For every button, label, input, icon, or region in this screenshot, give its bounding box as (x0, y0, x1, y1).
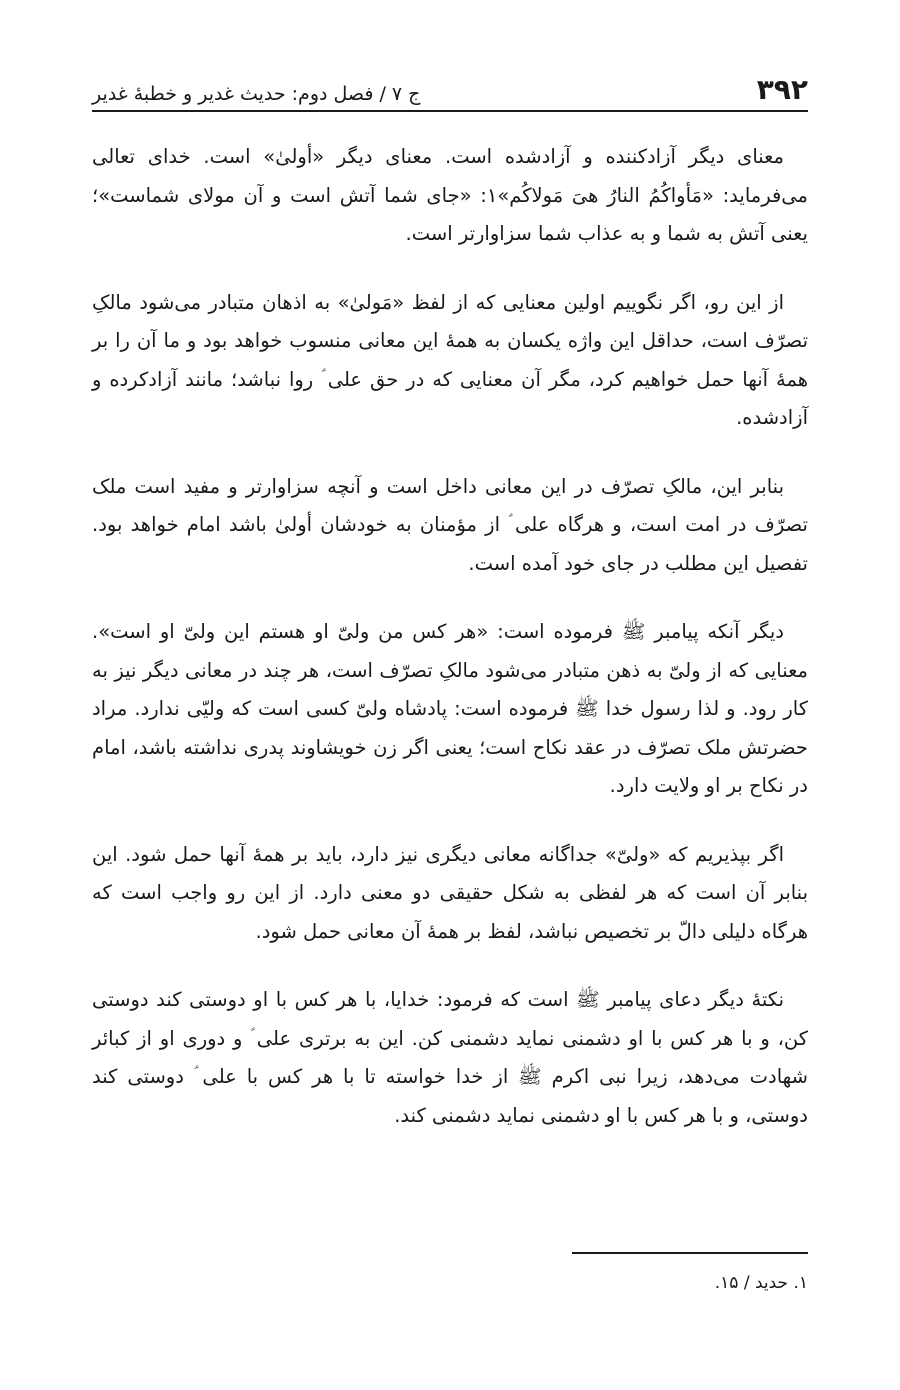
paragraph: دیگر آنکه پیامبر ﷺ فرموده است: «هر کس من ولیّ او هستم این ولیّ او است». معنایی که از ولیّ به ذهن متبادر می‌شود مالکِ تصرّف است، هر چند در معانی دیگر نیز به کار رود. و لذا رسول خدا ﷺ فرموده است: پادشاه ولیّ کسی است که ولیّی ندارد. مراد حضرتش ملک تصرّف در عقد نکاح است؛ یعنی اگر زن خویشاوند پدری نداشته باشد، امام در نکاح بر او ولایت دارد. (92, 620, 808, 797)
paragraph: اگر بپذیریم که «ولیّ» جداگانه معانی دیگری نیز دارد، باید بر همهٔ آنها حمل شود. این بنابر آن است که هر لفظی به شکل حقیقی دو معنی دارد. از این رو واجب است که هرگاه دلیلی دالّ بر تخصیص نباشد، لفظ بر همهٔ آن معانی حمل شود. (92, 842, 808, 943)
page-header (92, 66, 808, 112)
footnote: ۱. حدید / ۱۵. (714, 1273, 808, 1293)
paragraph: نکتهٔ دیگر دعای پیامبر ﷺ است که فرمود: خدایا، با هر کس با او دوستی کند دوستی کن، و با هر کس با او دشمنی نماید دشمنی کن. این به برتری علی ؑ و دوری او از کبائر شهادت می‌دهد، زیرا نبی اکرم ﷺ از خدا خواسته تا با هر کس با علی ؑ دوستی کند دوستی، و با هر کس با او دشمنی نماید دشمنی کند. (92, 988, 808, 1127)
page-number: ۳۹۲ (756, 73, 808, 106)
paragraph: معنای دیگر آزادکننده و آزادشده است. معنای دیگر «أولیٰ» است. خدای تعالی می‌فرماید: «مَأواکُمُ النارُ هیَ مَولاکُم»۱: «جای شما آتش است و آن مولای شماست»؛ یعنی آتش به شما و به عذاب شما سزاوارتر است. (92, 145, 808, 245)
paragraph: از این رو، اگر نگوییم اولین معنایی که از لفظ «مَولیٰ» به اذهان متبادر می‌شود مالکِ تصرّف است، حداقل این واژه یکسان به همهٔ این معانی منسوب خواهد بود و ما آن را بر همهٔ آنها حمل خواهیم کرد، مگر آن معنایی که در حق علی ؑ روا نباشد؛ مانند آزادکرده و آزادشده. (92, 290, 808, 429)
running-head: ج ۷ / فصل دوم: حدیث غدیر و خطبهٔ غدیر (92, 83, 421, 105)
footnote-divider (572, 1252, 808, 1254)
body-text (92, 138, 808, 1135)
paragraph: بنابر این، مالکِ تصرّف در این معانی داخل است و آنچه سزاوارتر و مفید است ملک تصرّف در امت است، و هرگاه علی ؑ از مؤمنان به خودشان أولیٰ باشد امام خواهد بود. تفصیل این مطلب در جای خود آمده است. (92, 474, 808, 575)
